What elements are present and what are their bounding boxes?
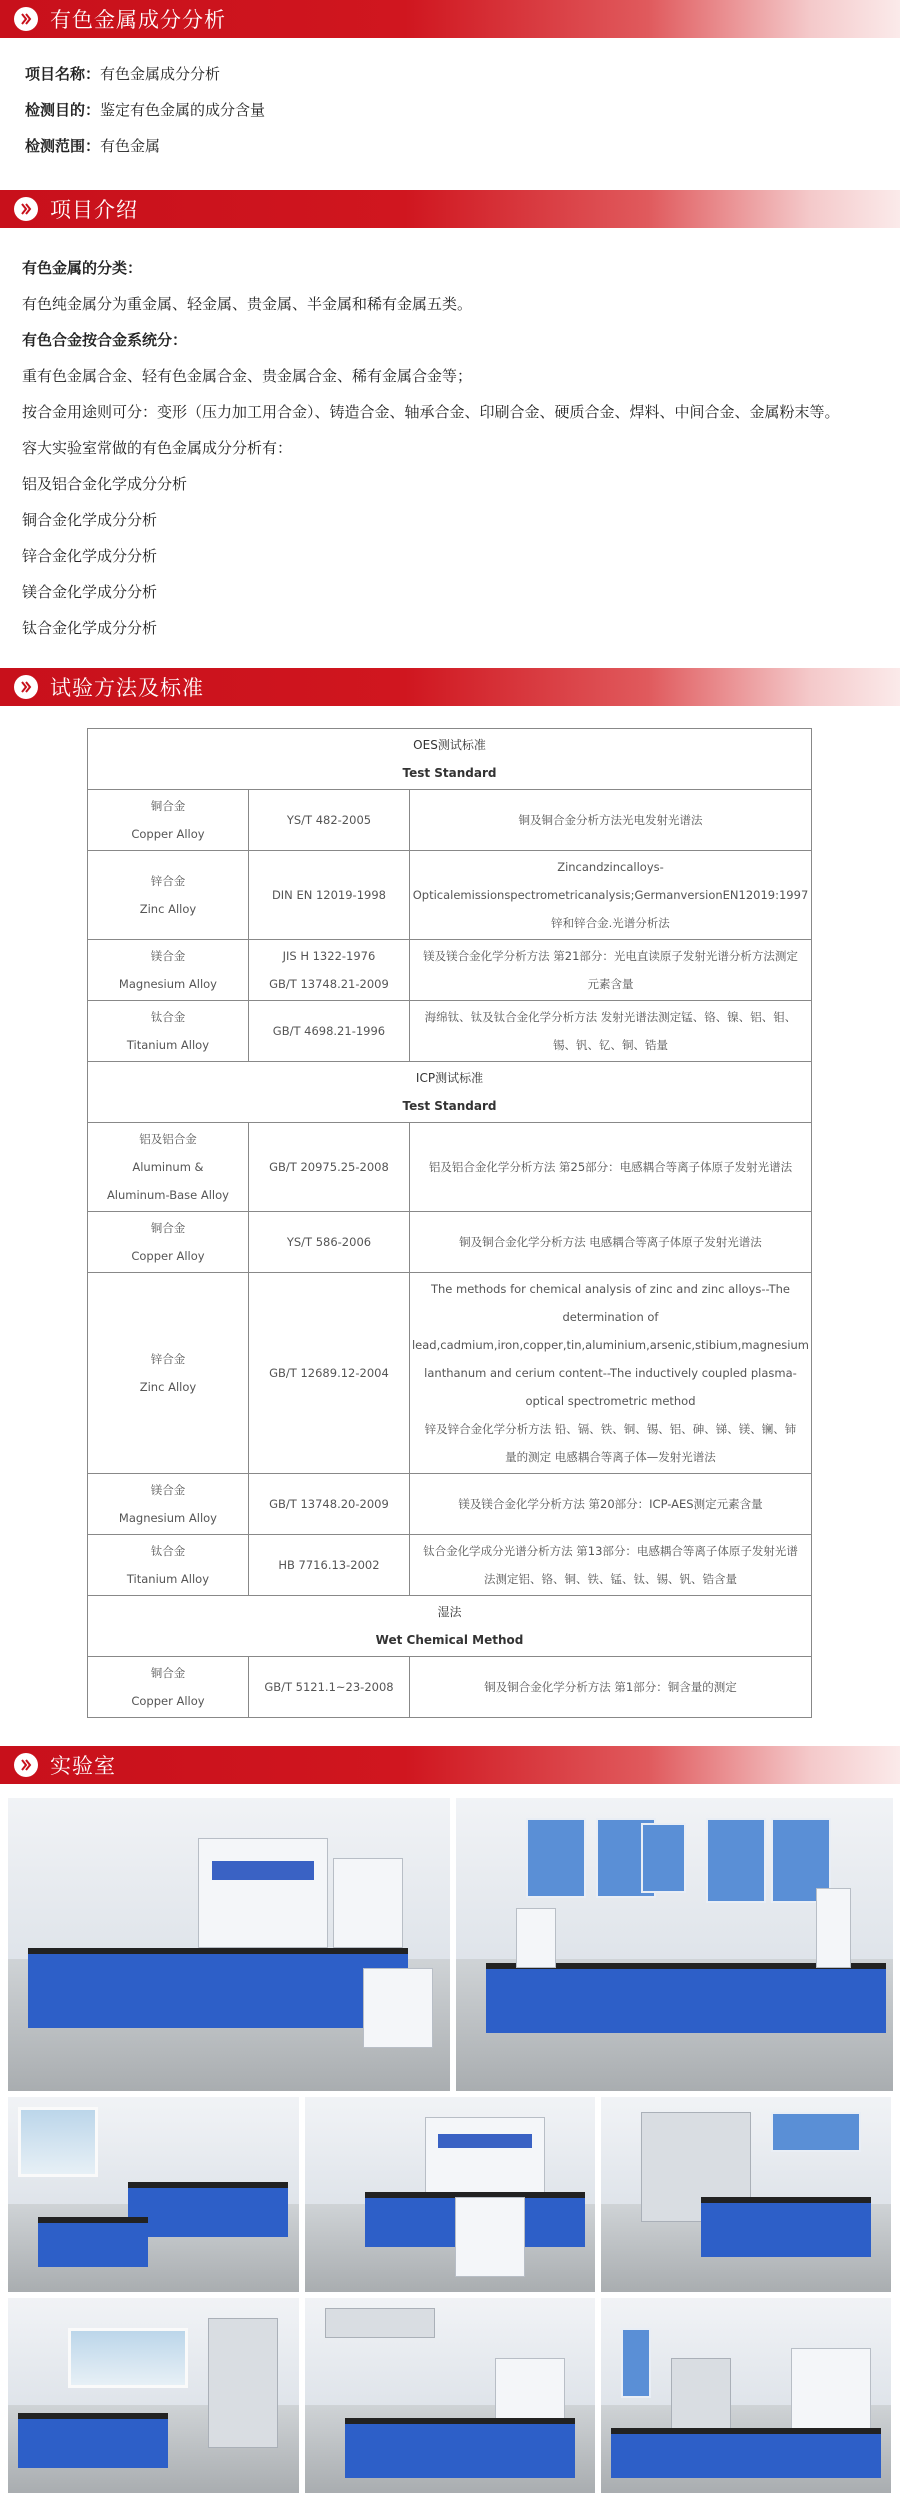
standard-desc-line: 量的测定 电感耦合等离子体—发射光谱法 — [505, 1450, 716, 1464]
standard-desc-line: 锌和锌合金.光谱分析法 — [551, 916, 670, 930]
standard-desc-cell — [409, 940, 811, 1001]
table-row — [88, 1001, 812, 1062]
material-name-cn: 镁合金 — [150, 1483, 186, 1497]
material-name-en: Aluminum & — [132, 1160, 204, 1174]
material-cell — [88, 851, 249, 940]
material-cell — [88, 1001, 249, 1062]
standard-desc-cell — [409, 1535, 811, 1596]
section-title: 有色金属成分分析 — [50, 8, 226, 32]
standard-desc-line: 元素含量 — [587, 977, 634, 991]
material-name-cn: 钛合金 — [150, 1544, 186, 1558]
lab-photo — [305, 2097, 595, 2292]
project-info — [0, 38, 900, 172]
section-title: 试验方法及标准 — [50, 676, 204, 700]
standard-desc-line: 锡、钒、钇、铜、锆量 — [552, 1038, 668, 1052]
lab-photo — [456, 1798, 893, 2091]
standard-code-cell — [248, 940, 409, 1001]
chevron-right-icon — [14, 197, 38, 221]
standard-code: HB 7716.13-2002 — [278, 1558, 380, 1572]
standard-code: GB/T 5121.1~23-2008 — [264, 1680, 394, 1694]
material-name-en: Zinc Alloy — [139, 902, 197, 916]
standard-desc-cell — [409, 1212, 811, 1273]
standard-code-cell — [248, 1123, 409, 1212]
standard-code-cell — [248, 1001, 409, 1062]
material-name-cn: 铜合金 — [150, 799, 186, 813]
photo-row — [8, 1798, 900, 2091]
info-line-scope: 检测范围：有色金属 — [25, 137, 161, 155]
standard-desc-line: The methods for chemical analysis of zinc and zinc alloys--The — [430, 1282, 790, 1296]
standard-desc-cell — [409, 1123, 811, 1212]
standard-desc-line: 法测定铝、铬、铜、铁、锰、钛、锡、钒、锆含量 — [483, 1572, 737, 1586]
standard-desc-cell — [409, 1001, 811, 1062]
standard-desc-line: lanthanum and cerium content--The inductively coupled plasma- — [424, 1366, 797, 1380]
intro-list-item: 镁合金化学成分分析 — [22, 583, 158, 601]
section-title: 实验室 — [50, 1754, 116, 1778]
chevron-right-icon — [14, 1753, 38, 1777]
lab-photo — [305, 2298, 595, 2493]
standard-code-cell — [248, 851, 409, 940]
standard-code: YS/T 482-2005 — [286, 813, 372, 827]
material-name-en: Magnesium Alloy — [118, 1511, 217, 1525]
material-name-cn: 镁合金 — [150, 949, 186, 963]
standard-desc-cell — [409, 851, 811, 940]
section-header-1 — [0, 0, 900, 38]
lab-photo — [8, 2097, 299, 2292]
material-cell — [88, 1474, 249, 1535]
material-name-cn: 锌合金 — [150, 1352, 186, 1366]
standard-code: GB/T 12689.12-2004 — [269, 1366, 389, 1380]
intro-text — [0, 228, 880, 668]
material-name-en: Copper Alloy — [131, 1249, 205, 1263]
group-subtitle: Wet Chemical Method — [375, 1633, 524, 1647]
standard-code: YS/T 586-2006 — [286, 1235, 372, 1249]
standard-desc-cell — [409, 790, 811, 851]
material-name-en: Titanium Alloy — [126, 1572, 210, 1586]
group-subtitle: Test Standard — [402, 766, 497, 780]
standard-desc-line: 钛合金化学成分光谱分析方法 第13部分：电感耦合等离子体原子发射光谱 — [423, 1544, 798, 1558]
table-group-row — [88, 729, 812, 790]
chevron-right-icon — [14, 675, 38, 699]
standard-desc-line: optical spectrometric method — [525, 1394, 696, 1408]
intro-paragraph: 容大实验室常做的有色金属成分分析有： — [22, 439, 293, 457]
group-title: 湿法 — [437, 1605, 462, 1619]
section-header-4 — [0, 1746, 900, 1784]
info-line-name: 项目名称：有色金属成分分析 — [25, 65, 221, 83]
intro-list-item: 铜合金化学成分分析 — [22, 511, 158, 529]
standard-code: GB/T 13748.20-2009 — [269, 1497, 389, 1511]
standard-desc-line: determination of — [562, 1310, 659, 1324]
material-cell — [88, 1657, 249, 1718]
lab-photo — [8, 2298, 299, 2493]
intro-paragraph: 有色纯金属分为重金属、轻金属、贵金属、半金属和稀有金属五类。 — [22, 295, 473, 313]
table-row — [88, 1212, 812, 1273]
table-row — [88, 1273, 812, 1474]
standard-code-cell — [248, 790, 409, 851]
standard-desc-line: 铜及铜合金分析方法光电发射光谱法 — [518, 813, 703, 827]
material-name-cn: 铜合金 — [150, 1221, 186, 1235]
standard-desc-line: lead,cadmium,iron,copper,tin,aluminium,arsenic,stibium,magnesium — [411, 1338, 809, 1352]
lab-photo — [8, 1798, 450, 2091]
standards-table — [87, 728, 812, 1718]
standard-code: GB/T 20975.25-2008 — [269, 1160, 389, 1174]
group-subtitle: Test Standard — [402, 1099, 497, 1113]
intro-list-item: 钛合金化学成分分析 — [22, 619, 158, 637]
table-row — [88, 1535, 812, 1596]
standard-code-cell — [248, 1273, 409, 1474]
material-cell — [88, 1212, 249, 1273]
standard-desc-line: Zincandzincalloys- — [557, 860, 664, 874]
standard-code: GB/T 13748.21-2009 — [269, 977, 389, 991]
photo-row — [8, 2298, 900, 2493]
table-row — [88, 790, 812, 851]
intro-list-item: 锌合金化学成分分析 — [22, 547, 158, 565]
intro-heading: 有色合金按合金系统分： — [22, 331, 188, 349]
material-name-en: Copper Alloy — [131, 1694, 205, 1708]
intro-heading: 有色金属的分类： — [22, 259, 143, 277]
material-name-cn: 钛合金 — [150, 1010, 186, 1024]
standards-table-wrap — [0, 706, 900, 1740]
material-name-en: Copper Alloy — [131, 827, 205, 841]
standard-code-cell — [248, 1657, 409, 1718]
chevron-right-icon — [14, 7, 38, 31]
standard-code: JIS H 1322-1976 — [282, 949, 376, 963]
standard-code: GB/T 4698.21-1996 — [272, 1024, 386, 1038]
material-name-cn: 锌合金 — [150, 874, 186, 888]
standard-desc-line: 锌及锌合金化学分析方法 铅、镉、铁、铜、锡、铝、砷、锑、镁、镧、铈 — [424, 1422, 797, 1436]
table-group-row — [88, 1596, 812, 1657]
lab-photo — [601, 2097, 891, 2292]
standard-desc-line: Opticalemissionspectrometricanalysis;GermanversionEN12019:1997 — [412, 888, 809, 902]
standard-code-cell — [248, 1212, 409, 1273]
standard-desc-line: 铜及铜合金化学分析方法 电感耦合等离子体原子发射光谱法 — [459, 1235, 762, 1249]
material-cell — [88, 790, 249, 851]
info-line-purpose: 检测目的：鉴定有色金属的成分含量 — [25, 101, 266, 119]
table-group-row — [88, 1062, 812, 1123]
table-row — [88, 851, 812, 940]
lab-photos — [0, 1784, 900, 2493]
standard-desc-cell — [409, 1657, 811, 1718]
table-row — [88, 940, 812, 1001]
standard-code-cell — [248, 1474, 409, 1535]
standard-desc-cell — [409, 1474, 811, 1535]
table-row — [88, 1123, 812, 1212]
standard-code: DIN EN 12019-1998 — [271, 888, 386, 902]
material-name-en: Zinc Alloy — [139, 1380, 197, 1394]
table-row — [88, 1657, 812, 1718]
material-name-en: Magnesium Alloy — [118, 977, 217, 991]
photo-row — [8, 2097, 900, 2292]
lab-photo — [601, 2298, 891, 2493]
material-cell — [88, 1535, 249, 1596]
intro-list-item: 铝及铝合金化学成分分析 — [22, 475, 188, 493]
material-cell — [88, 1123, 249, 1212]
intro-paragraph: 按合金用途则可分：变形（压力加工用合金）、铸造合金、轴承合金、印刷合金、硬质合金、焊料、中间合金、金属粉末等。 — [22, 403, 840, 421]
intro-paragraph: 重有色金属合金、轻有色金属合金、贵金属合金、稀有金属合金等； — [22, 367, 473, 385]
material-name-cn: 铝及铝合金 — [139, 1132, 197, 1146]
standard-desc-line: 铝及铝合金化学分析方法 第25部分：电感耦合等离子体原子发射光谱法 — [428, 1160, 793, 1174]
section-header-2 — [0, 190, 900, 228]
material-cell — [88, 940, 249, 1001]
group-title: OES测试标准 — [413, 738, 486, 752]
group-title: ICP测试标准 — [415, 1071, 484, 1085]
section-header-3 — [0, 668, 900, 706]
material-cell — [88, 1273, 249, 1474]
standard-desc-line: 铜及铜合金化学分析方法 第1部分：铜含量的测定 — [484, 1680, 737, 1694]
material-name-en: Aluminum-Base Alloy — [106, 1188, 229, 1202]
standard-desc-line: 海绵钛、钛及钛合金化学分析方法 发射光谱法测定锰、铬、镍、铝、钼、 — [424, 1010, 797, 1024]
table-row — [88, 1474, 812, 1535]
standard-code-cell — [248, 1535, 409, 1596]
standard-desc-line: 镁及镁合金化学分析方法 第21部分：光电直读原子发射光谱分析方法测定 — [423, 949, 798, 963]
material-name-cn: 铜合金 — [150, 1666, 186, 1680]
material-name-en: Titanium Alloy — [126, 1038, 210, 1052]
standard-desc-cell — [409, 1273, 811, 1474]
standard-desc-line: 镁及镁合金化学分析方法 第20部分：ICP-AES测定元素含量 — [458, 1497, 763, 1511]
section-title: 项目介绍 — [50, 198, 138, 222]
